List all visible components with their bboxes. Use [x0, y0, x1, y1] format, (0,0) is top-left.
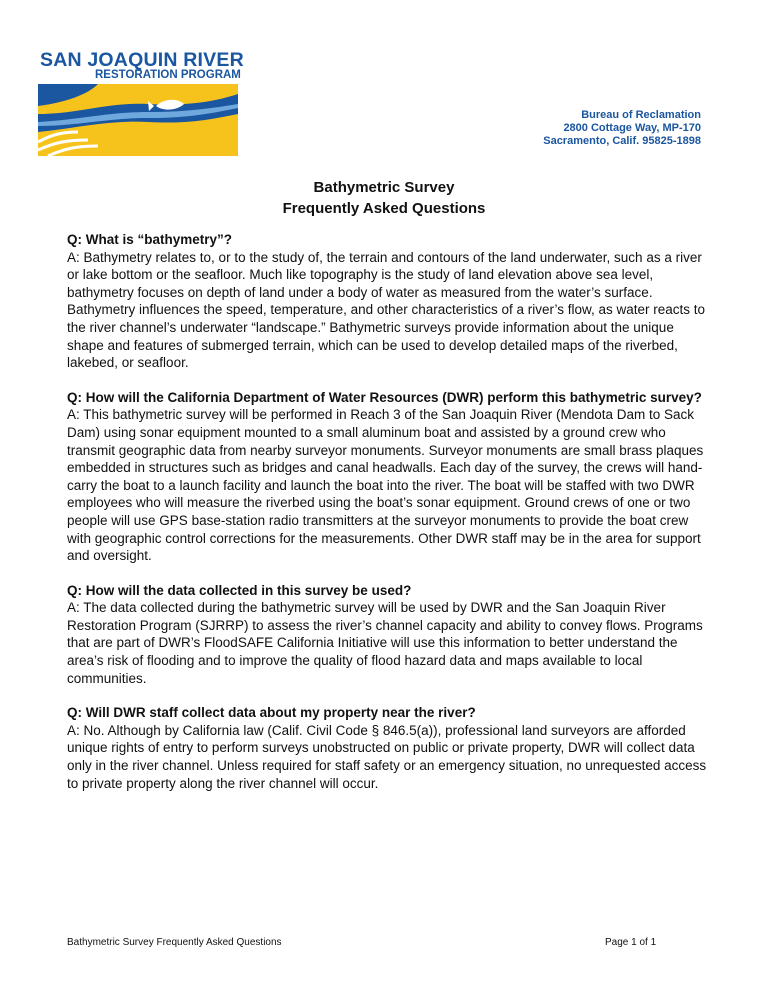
address-block — [543, 109, 701, 148]
footer-title: Bathymetric Survey Frequently Asked Questions — [67, 937, 282, 948]
logo-title: SAN JOAQUIN RIVER — [40, 49, 244, 71]
faq-item — [67, 231, 707, 372]
faq-answer: A: The data collected during the bathymetric survey will be used by DWR and the San Joaquin River Restoration Program (SJRRP) to assess the river’s channel capacity and ability to convey flows. Programs that are part of DWR’s FloodSAFE California Initiative will use this information to better understand the area’s risk of flooding and to improve the quality of flood hazard data and maps available to local communities. — [67, 600, 703, 686]
faq-answer: A: Bathymetry relates to, or to the study of, the terrain and contours of the land underwater, such as a river or lake bottom or the seafloor. Much like topography is the study of land elevation above sea level, bathymetry focuses on depth of land under a body of water as measured from the water’s surface. Bathymetry influences the speed, temperature, and other characteristics of a river’s flow, as water reacts to the river channel’s underwater “landscape.” Bathymetric surveys provide information about the unique shape and features of submerged terrain, which can be used to develop detailed maps of the riverbed, lakebed, or seafloor. — [67, 249, 706, 371]
faq-item — [67, 389, 707, 565]
faq-item — [67, 704, 707, 792]
program-logo — [38, 84, 238, 156]
page-number: Page 1 of 1 — [605, 937, 657, 948]
faq-question: Q: What is “bathymetry”? — [67, 232, 233, 247]
address-line: Sacramento, Calif. 95825-1898 — [543, 135, 701, 147]
faq-answer: A: No. Although by California law (Calif. Civil Code § 846.5(a)), professional land surveyors are afforded unique rights of entry to perform surveys unobstructed on public or private property, DWR will collect data only in the river channel. Unless required for staff safety or an emergency situation, no unrequested access to private property along the river channel will occur. — [67, 722, 707, 791]
address-line: 2800 Cottage Way, MP-170 — [563, 122, 701, 134]
faq-content — [67, 231, 707, 809]
title-line: Bathymetric Survey — [313, 179, 455, 196]
faq-item — [67, 582, 707, 688]
faq-question: Q: How will the California Department of Water Resources (DWR) perform this bathymetric survey? — [67, 389, 702, 405]
faq-question: Q: How will the data collected in this survey be used? — [67, 582, 412, 598]
title-line: Frequently Asked Questions — [282, 200, 486, 217]
faq-question: Q: Will DWR staff collect data about my property near the river? — [67, 705, 476, 721]
logo-subtitle: RESTORATION PROGRAM — [95, 69, 241, 81]
faq-answer: A: This bathymetric survey will be performed in Reach 3 of the San Joaquin River (Mendota Dam to Sack Dam) using sonar equipment mounted to a small aluminum boat and assisted by a ground crew who transmit geographic data from nearby surveyor monuments. Surveyor monuments are small brass plaques embedded in structures such as bridges and canal headwalls. Each day of the survey, the crews will hand-carry the boat to a launch facility and launch the boat into the river. The boat will be staffed with two DWR employees who will measure the riverbed using the boat’s sonar equipment. Ground crews of one or two people will use GPS base-station radio transmitters at the surveyor monuments to provide the boat crew with geographic control corrections for the measurements. Other DWR staff may be in the area for support and oversight. — [67, 407, 704, 564]
document-title — [0, 177, 768, 219]
address-line: Bureau of Reclamation — [581, 109, 701, 121]
